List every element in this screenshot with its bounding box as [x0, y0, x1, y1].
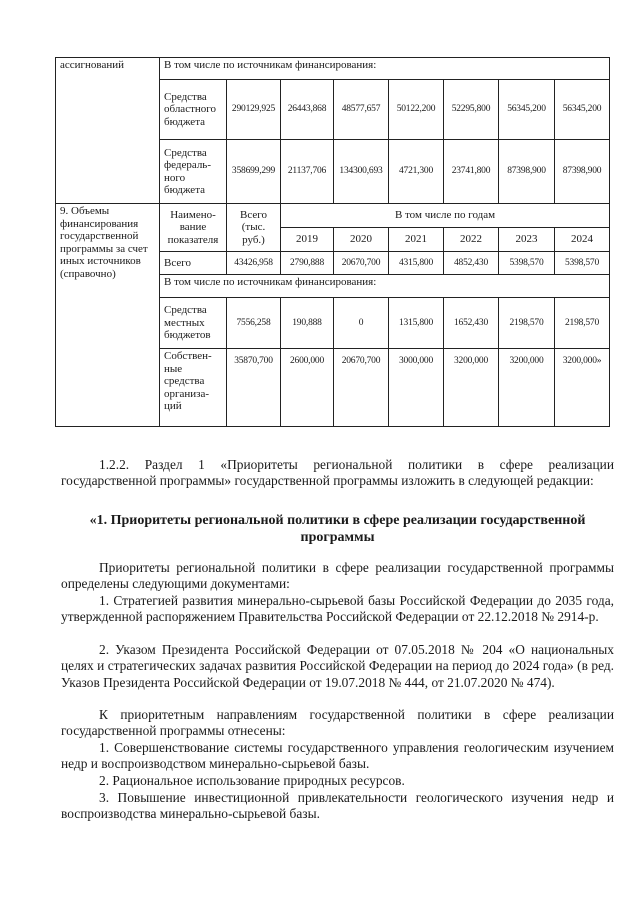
total-label: Всего [160, 252, 227, 275]
paragraph-strategy: 1. Стратегией развития минерально-сырьевой базы Российской Федерации до 2035 года, утвержденной распоряжением Правительства Российской Федерации от 22.12.2018 № 2914-р. [61, 593, 614, 625]
cell-regional-2020: 48577,657 [334, 80, 389, 140]
regional-budget-label: Средства областного бюджета [160, 80, 227, 140]
cell-federal-2023: 87398,900 [499, 140, 555, 204]
cell-own-2021: 3000,000 [389, 349, 444, 427]
cell-regional-2021: 50122,200 [389, 80, 444, 140]
cell-local-2019: 190,888 [281, 298, 334, 349]
cell-regional-total: 290129,925 [227, 80, 281, 140]
cell-federal-2024: 87398,900 [555, 140, 610, 204]
cell-federal-2021: 4721,300 [389, 140, 444, 204]
cell-local-2022: 1652,430 [444, 298, 499, 349]
paragraph-directions: К приоритетным направлениям государственной политики в сфере реализации государственной программы отнесены: [61, 707, 614, 739]
table-row-header [56, 204, 610, 228]
federal-budget-label: Средства федераль-ного бюджета [160, 140, 227, 204]
cell-total-2022: 4852,430 [444, 252, 499, 275]
cell-own-2020: 20670,700 [334, 349, 389, 427]
cell-regional-2022: 52295,800 [444, 80, 499, 140]
col-indicator-name: Наимено-вание показателя [160, 204, 227, 252]
year-2022: 2022 [444, 228, 499, 252]
by-years-heading: В том числе по годам [281, 204, 610, 228]
year-2019: 2019 [281, 228, 334, 252]
list-item-2: 2. Рациональное использование природных ресурсов. [99, 773, 405, 788]
year-2024: 2024 [555, 228, 610, 252]
cell-total-2020: 20670,700 [334, 252, 389, 275]
cell-own-2022: 3200,000 [444, 349, 499, 427]
section-9-label: 9. Объемы финансирования государственной программы за счет иных источников (справочно) [56, 204, 160, 427]
cell-total-2021: 4315,800 [389, 252, 444, 275]
cell-regional-2024: 56345,200 [555, 80, 610, 140]
sources-heading: В том числе по источникам финансирования: [160, 58, 610, 80]
cell-own-total: 35870,700 [227, 349, 281, 427]
year-2023: 2023 [499, 228, 555, 252]
cell-own-2019: 2600,000 [281, 349, 334, 427]
row-label-allocations: ассигнований [56, 58, 160, 204]
paragraph-decree: 2. Указом Президента Российской Федерации от 07.05.2018 № 204 «О национальных целях и стратегических задачах развития Российской Федерации на период до 2024 года» (в ред. Указов Президента Российской Федерации от 19.07.2018 № 444, от 21.07.2020 № 474). [61, 642, 614, 690]
cell-total-2023: 5398,570 [499, 252, 555, 275]
cell-own-2023: 3200,000 [499, 349, 555, 427]
list-item-1: 1. Совершенствование системы государственного управления геологическим изучением недр и воспроизводством минерально-сырьевой базы. [61, 740, 614, 772]
paragraph-priorities: Приоритеты региональной политики в сфере реализации государственной программы определены следующими документами: [61, 560, 614, 592]
section-heading: «1. Приоритеты региональной политики в сфере реализации государственной программы [89, 513, 586, 545]
cell-local-2021: 1315,800 [389, 298, 444, 349]
cell-local-2023: 2198,570 [499, 298, 555, 349]
table-row [56, 58, 610, 80]
cell-federal-2022: 23741,800 [444, 140, 499, 204]
col-total: Всего (тыс. руб.) [227, 204, 281, 252]
cell-total-2024: 5398,570 [555, 252, 610, 275]
financing-table [55, 57, 610, 427]
cell-federal-total: 358699,299 [227, 140, 281, 204]
list-item-3: 3. Повышение инвестиционной привлекательности геологического изучения недр и воспроизводства минерально-сырьевой базы. [61, 790, 614, 822]
cell-federal-2020: 134300,693 [334, 140, 389, 204]
local-budget-label: Средства местных бюджетов [160, 298, 227, 349]
year-2020: 2020 [334, 228, 389, 252]
cell-own-2024: 3200,000» [555, 349, 610, 427]
paragraph-amendment: 1.2.2. Раздел 1 «Приоритеты региональной политики в сфере реализации государственной программы» государственной программы изложить в следующей редакции: [61, 457, 614, 489]
year-2021: 2021 [389, 228, 444, 252]
cell-federal-2019: 21137,706 [281, 140, 334, 204]
cell-local-2020: 0 [334, 298, 389, 349]
own-funds-label: Собствен-ные средства организа-ций [160, 349, 227, 427]
cell-local-2024: 2198,570 [555, 298, 610, 349]
cell-regional-2019: 26443,868 [281, 80, 334, 140]
cell-regional-2023: 56345,200 [499, 80, 555, 140]
cell-total-total: 43426,958 [227, 252, 281, 275]
cell-total-2019: 2790,888 [281, 252, 334, 275]
cell-local-total: 7556,258 [227, 298, 281, 349]
sources-heading-2: В том числе по источникам финансирования: [160, 275, 610, 298]
